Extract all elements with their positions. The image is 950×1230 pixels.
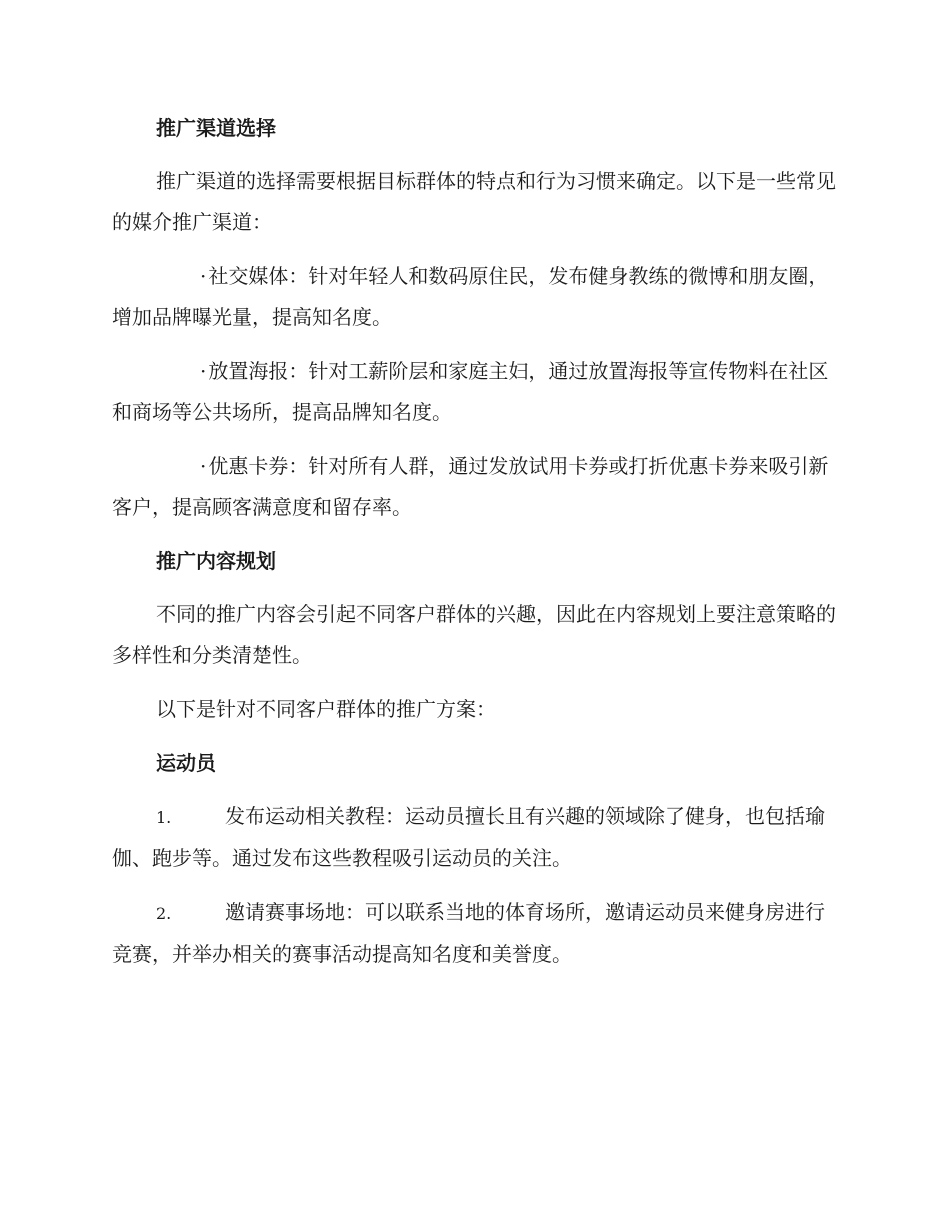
item-number: 1. (156, 808, 172, 827)
bullet-item-social-media (112, 256, 836, 338)
content-intro-paragraph: 不同的推广内容会引起不同客户群体的兴趣，因此在内容规划上要注意策略的多样性和分类清楚性。 (112, 602, 836, 667)
section-heading-athlete: 运动员 (156, 751, 216, 775)
channel-intro-paragraph: 推广渠道的选择需要根据目标群体的特点和行为习惯来确定。以下是一些常见的媒介推广渠道： (112, 169, 836, 234)
bullet-mark: · (200, 454, 207, 478)
bullet-item-posters (112, 351, 836, 433)
item-number: 2. (156, 904, 172, 923)
item-text: 发布运动相关教程：运动员擅长且有兴趣的领域除了健身，也包括瑜伽、跑步等。通过发布这些教程吸引运动员的关注。 (112, 804, 825, 870)
numbered-item-1 (112, 796, 836, 879)
bullet-item-coupons (112, 446, 836, 528)
numbered-item-2 (112, 892, 836, 975)
content-lead-paragraph: 以下是针对不同客户群体的推广方案： (156, 697, 496, 721)
bullet-text: 社交媒体：针对年轻人和数码原住民，发布健身教练的微博和朋友圈，增加品牌曝光量，提高知名度。 (112, 264, 829, 329)
bullet-mark: · (200, 264, 207, 288)
section-heading-channel: 推广渠道选择 (156, 116, 276, 140)
bullet-text: 优惠卡券：针对所有人群，通过发放试用卡券或打折优惠卡券来吸引新客户，提高顾客满意度和留存率。 (112, 454, 829, 519)
bullet-text: 放置海报：针对工薪阶层和家庭主妇，通过放置海报等宣传物料在社区和商场等公共场所，提高品牌知名度。 (112, 359, 829, 424)
item-text: 邀请赛事场地：可以联系当地的体育场所，邀请运动员来健身房进行竞赛，并举办相关的赛事活动提高知名度和美誉度。 (112, 900, 825, 966)
section-heading-content: 推广内容规划 (156, 549, 276, 573)
bullet-mark: · (200, 359, 207, 383)
document-page (112, 108, 836, 988)
